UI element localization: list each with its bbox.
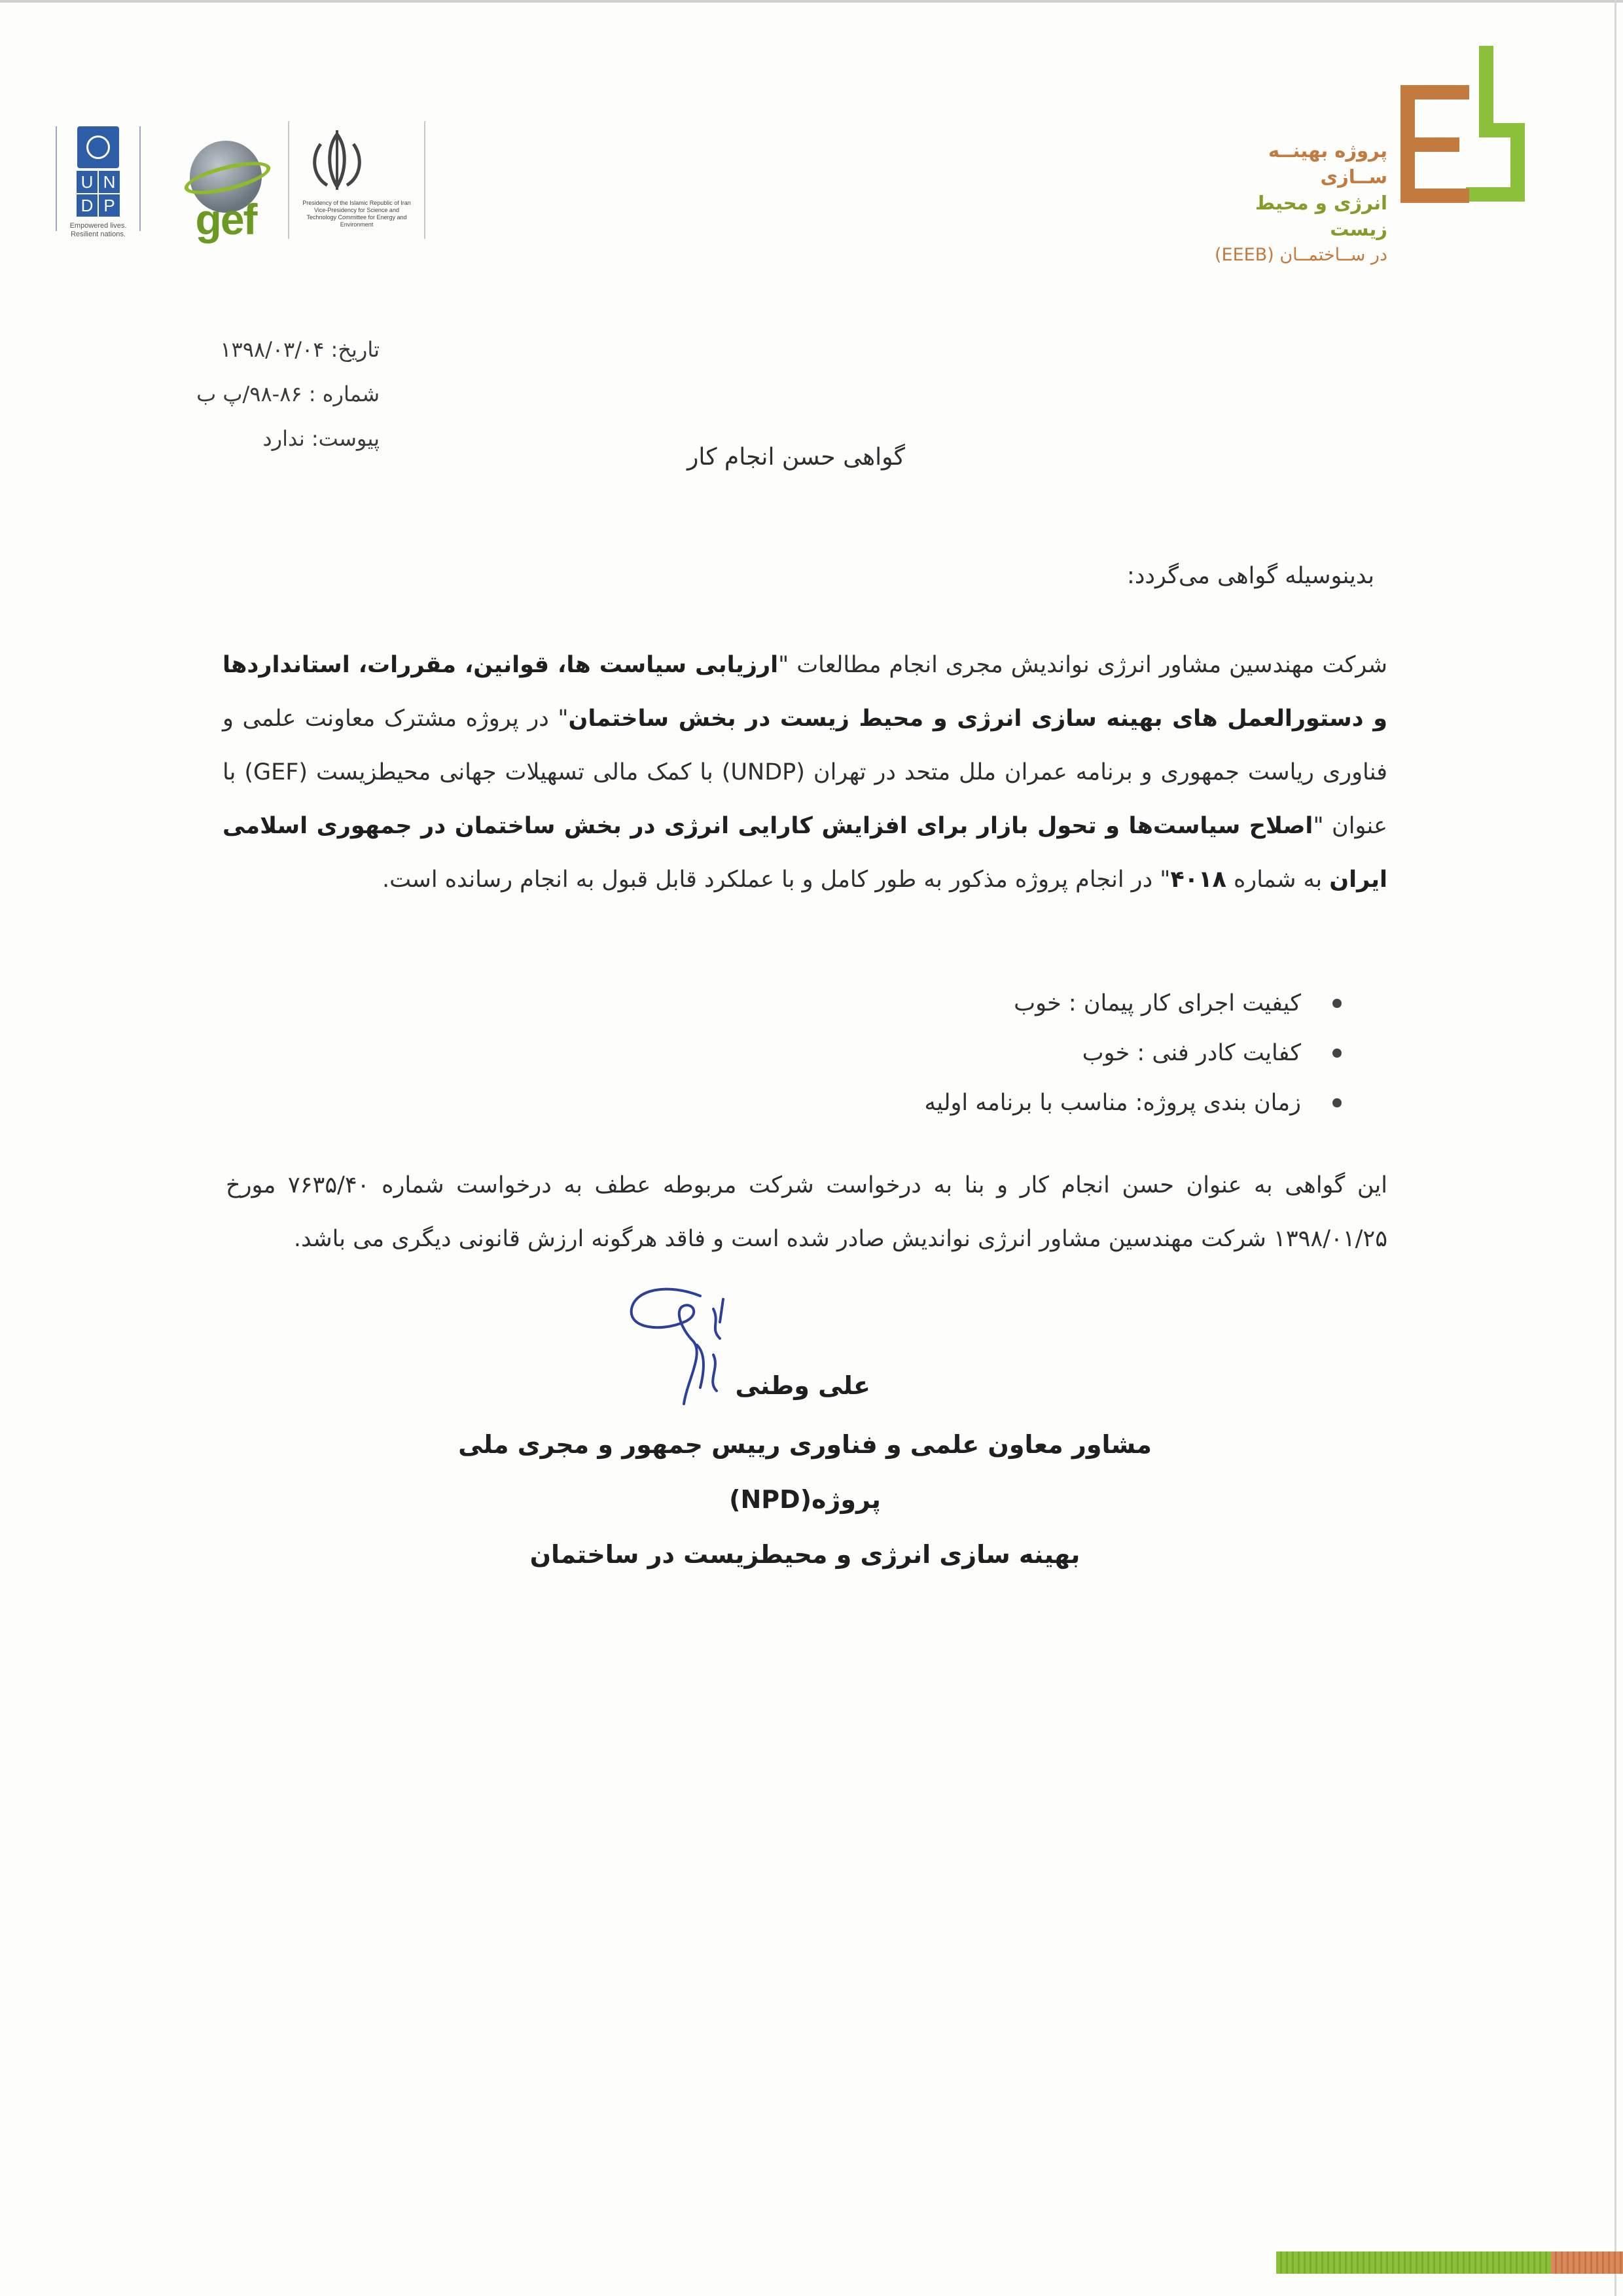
project-number: ۴۰۱۸ bbox=[1170, 867, 1226, 893]
letter-meta bbox=[196, 327, 380, 461]
greeting: بدینوسیله گواهی می‌گردد: bbox=[1127, 563, 1374, 589]
iran-logo-caption: Presidency of the Islamic Republic of Iran Vice-Presidency for Science and Technology Committee for Energy and Environment bbox=[302, 200, 411, 228]
footer-bar-green bbox=[1276, 2251, 1551, 2274]
letter-date: تاریخ: ۱۳۹۸/۰۳/۰۴ bbox=[220, 337, 380, 362]
undp-letter: D bbox=[77, 194, 98, 217]
signer-role-line2: بهینه سازی انرژی و محیطزیست در ساختمان bbox=[529, 1540, 1080, 1569]
gef-logo bbox=[177, 141, 275, 245]
eeeb-title-line3: در ســاختمــان (EEEB) bbox=[1214, 245, 1387, 265]
undp-tagline: Empowered lives. Resilient nations. bbox=[69, 222, 127, 238]
project-title: اصلاح سیاست‌ها و تحول بازار برای افزایش کارایی انرژی در بخش ساختمان در جمهوری اسلامی ایران bbox=[223, 813, 1387, 893]
letter-attachment: پیوست: ندارد bbox=[262, 426, 380, 451]
eeeb-title-line1: پروژه بهینــه ســازی bbox=[1268, 139, 1387, 188]
undp-letter: U bbox=[77, 171, 98, 193]
eeeb-title-line2: انرژی و محیط زیست bbox=[1255, 192, 1387, 240]
eeeb-mark-icon bbox=[1400, 46, 1525, 209]
footer-bar bbox=[1276, 2251, 1623, 2274]
footer-bar-orange bbox=[1551, 2251, 1623, 2274]
undp-logo bbox=[56, 121, 141, 252]
un-emblem-icon bbox=[77, 126, 119, 168]
closing-paragraph: این گواهی به عنوان حسن انجام کار و بنا به درخواست شرکت مربوطه عطف به درخواست شماره ۷۶۳۵/۴۰ مورخ ۱۳۹۸/۰۱/۲۵ شرکت مهندسین مشاور انرژی نواندیش صادر شده است و فاقد هرگونه ارزش قانونی دیگری می باشد. bbox=[226, 1172, 1387, 1252]
gef-wordmark: gef bbox=[195, 195, 257, 243]
body-text: به شماره bbox=[1226, 867, 1330, 893]
undp-letter: N bbox=[99, 171, 120, 193]
iran-emblem-icon bbox=[301, 128, 373, 193]
signer-name: علی وطنی bbox=[735, 1371, 870, 1400]
iran-presidency-logo bbox=[288, 121, 425, 252]
body-text: " در پروژه مشترک معاونت علمی و فناوری ریاست جمهوری و برنامه عمران ملل متحد در تهران (UNDP) با کمک مالی تسهیلات جهانی محیطزیست (GEF) با عنوان " bbox=[223, 706, 1387, 839]
body-text: " در انجام پروژه مذکور به طور کامل و با عملکرد قابل قبول به انجام رسانده است. bbox=[382, 867, 1171, 893]
evaluation-list bbox=[925, 978, 1342, 1128]
signer-role bbox=[406, 1417, 1204, 1582]
right-border bbox=[1614, 0, 1616, 2296]
list-item: کفایت کادر فنی : خوب bbox=[925, 1028, 1342, 1078]
top-border bbox=[0, 0, 1623, 3]
eeeb-project-logo bbox=[1204, 46, 1525, 265]
letter-number: شماره : ۸۶-۹۸/پ ب bbox=[196, 382, 380, 406]
document-title: گواهی حسن انجام کار bbox=[687, 444, 905, 471]
body-text: شرکت مهندسین مشاور انرژی نواندیش مجری انجام مطالعات " bbox=[778, 652, 1387, 678]
signer-role-line1: مشاور معاون علمی و فناوری رییس جمهور و مجری ملی پروژه(NPD) bbox=[458, 1430, 1152, 1514]
undp-letter: P bbox=[99, 194, 120, 217]
study-title: ارزیابی سیاست ها، قوانین، مقررات، استانداردها و دستورالعمل های بهینه سازی انرژی و محیط زیست در بخش ساختمان bbox=[223, 652, 1387, 732]
certificate-body bbox=[223, 638, 1387, 906]
list-item: زمان بندی پروژه: مناسب با برنامه اولیه bbox=[925, 1078, 1342, 1128]
list-item: کیفیت اجرای کار پیمان : خوب bbox=[925, 978, 1342, 1028]
